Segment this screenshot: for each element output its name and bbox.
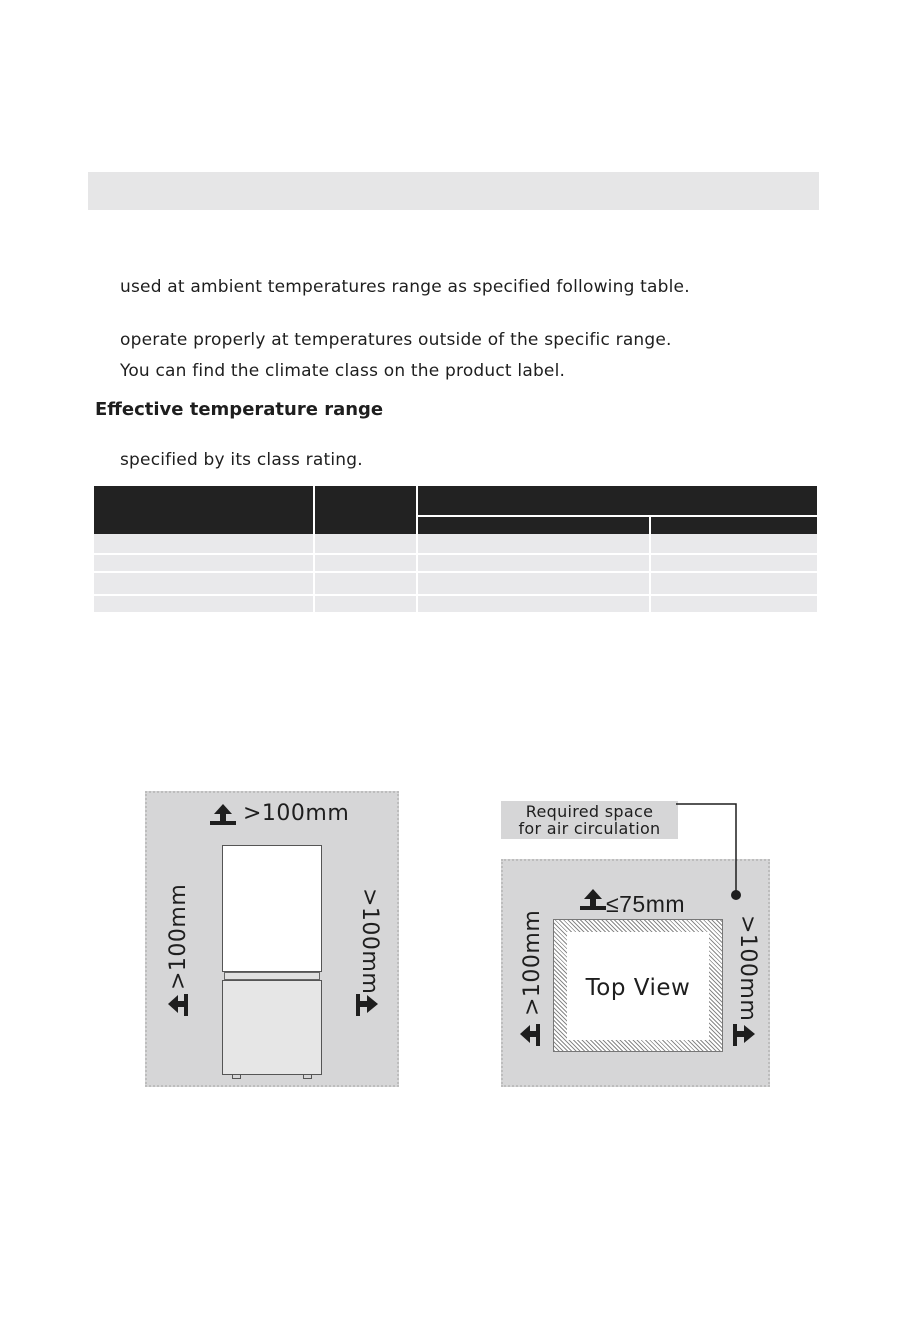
top-right-clearance: >100mm [735,915,760,1022]
front-right-clearance: >100mm [357,888,382,995]
arrow-right-icon [733,1024,755,1046]
fridge-divider [224,972,320,980]
header-divider [416,486,418,534]
arrow-left-icon [168,994,190,1016]
front-top-clearance: >100mm [243,801,350,826]
section-header-bar [88,172,819,210]
header-divider [313,486,315,534]
callout-line-1: Required space [525,802,654,821]
fridge-foot [303,1074,312,1079]
arrow-left-icon [520,1024,542,1046]
front-left-clearance: >100mm [166,883,191,990]
arrow-right-icon [356,994,378,1016]
fridge-lower-door [222,980,322,1075]
header-subdivider [417,515,817,517]
table-row [94,596,817,614]
paragraph-operate: operate properly at temperatures outside of the specific range. [120,330,672,350]
paragraph-class-rating: specified by its class rating. [120,450,363,470]
table-row [94,573,817,596]
paragraph-ambient: used at ambient temperatures range as specified following table. [120,277,690,297]
top-top-clearance: ≤75mm [606,891,686,917]
table-row [94,534,817,555]
arrow-up-icon [210,804,236,826]
callout-line-2: for air circulation [518,819,661,838]
arrow-up-icon [580,889,606,911]
fridge-upper-door [222,845,322,972]
callout-leader-line [676,800,746,902]
air-circulation-callout [501,801,678,839]
section-heading: Effective temperature range [95,399,384,420]
table-row [94,555,817,573]
top-left-clearance: >100mm [520,909,545,1016]
table-header [94,486,817,534]
paragraph-climate-class: You can find the climate class on the product label. [120,361,566,381]
fridge-foot [232,1074,241,1079]
header-divider [649,515,651,534]
temperature-table [94,486,817,614]
top-view-label: Top View [585,975,691,1001]
